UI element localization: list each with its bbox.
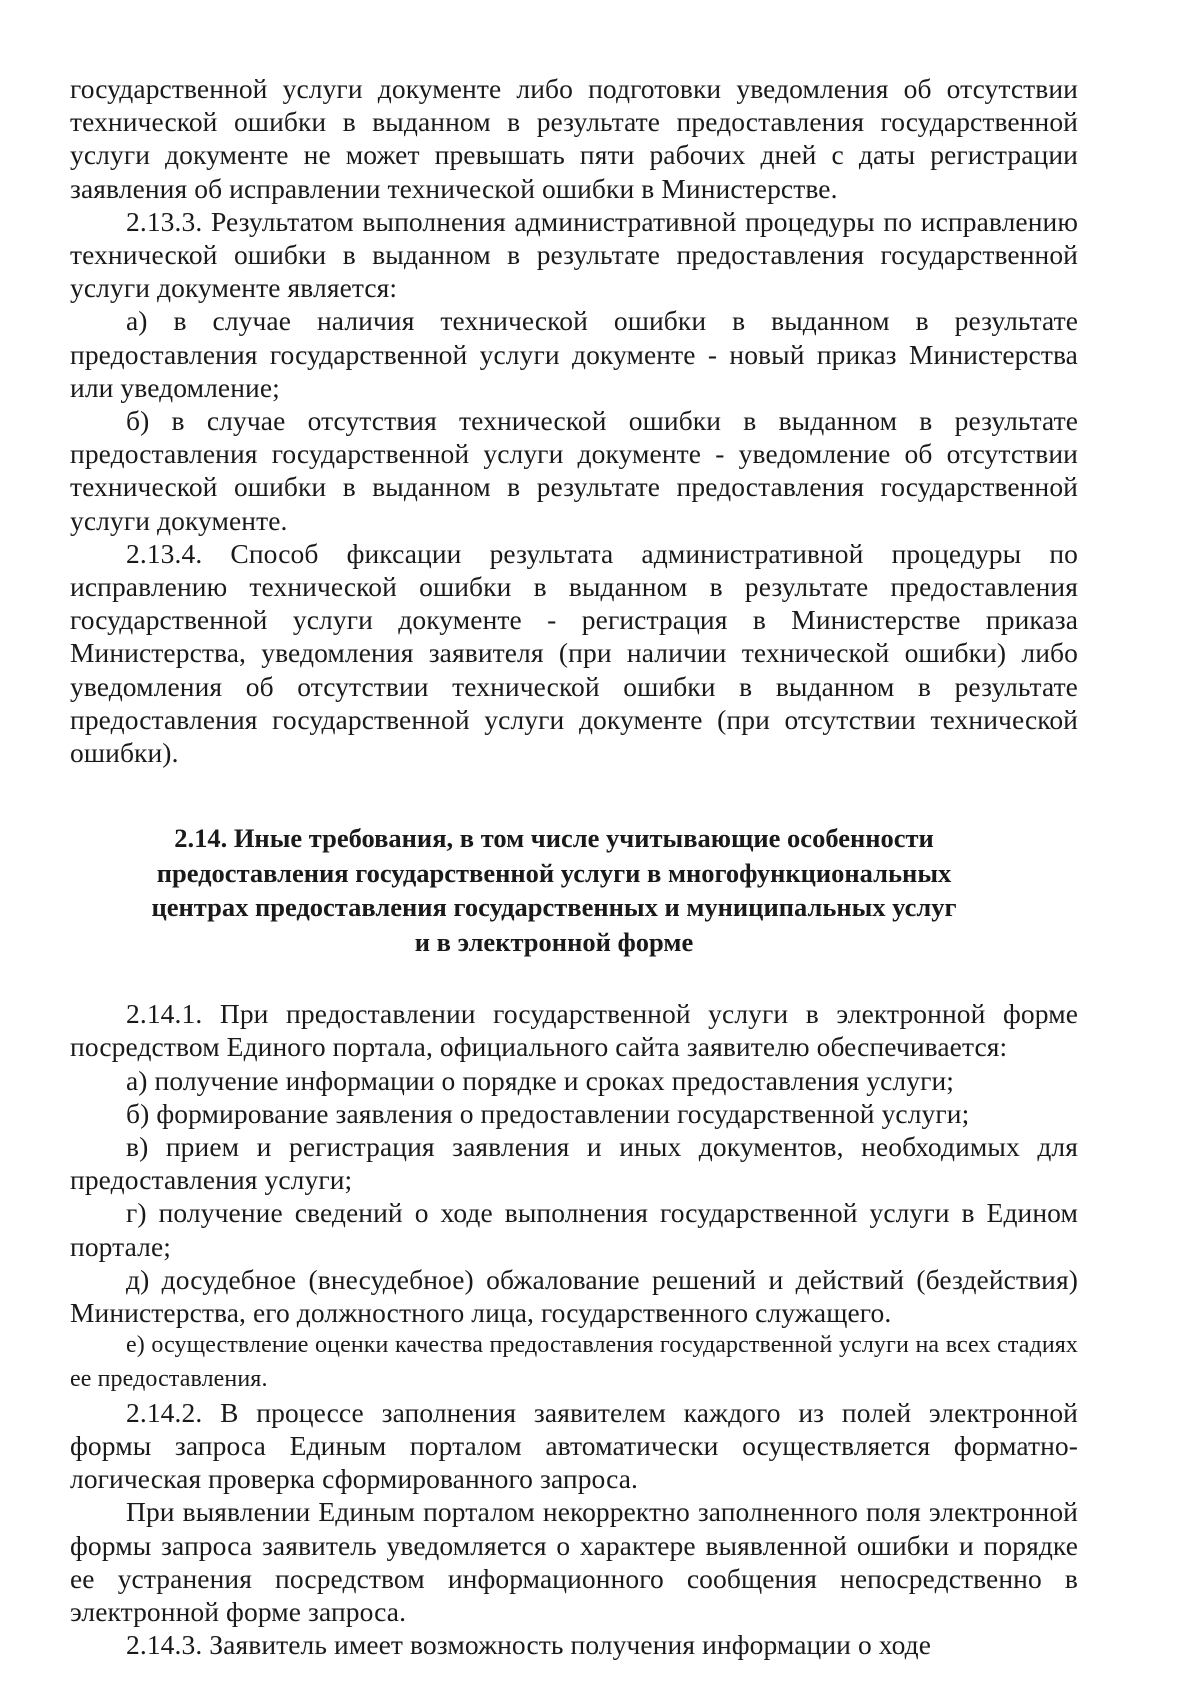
list-item-d: д) досудебное (внесудебное) обжалование решений и действий (бездействия) Министерства, его должностного лица, государственного служащего. bbox=[70, 1263, 1078, 1329]
list-item-g: г) получение сведений о ходе выполнения государственной услуги в Едином портале; bbox=[70, 1197, 1078, 1262]
section-gap bbox=[70, 769, 1078, 821]
paragraph-2-14-3: 2.14.3. Заявитель имеет возможность получения информации о ходе bbox=[126, 1629, 932, 1661]
paragraph-item-a: а) в случае наличия технической ошибки в выданном в результате предоставления государственной услуги документе - новый приказ Министерства или уведомление; bbox=[70, 305, 1078, 403]
paragraph-item-b: б) в случае отсутствия технической ошибки в выданном в результате предоставления государственной услуги документе - уведомление об отсутствии технической ошибки в выданном в результате предоставления государственной услуги документе. bbox=[70, 405, 1078, 536]
list-item-e: е) осуществление оценки качества предоставления государственной услуги на всех стадиях ее предоставления. bbox=[70, 1332, 1078, 1392]
paragraph-validation: При выявлении Единым порталом некорректно заполненного поля электронной формы запроса заявитель уведомляется о характере выявленной ошибки и порядке ее устранения посредством информационного сообщения непосредственно в электронной форме запроса. bbox=[70, 1496, 1078, 1627]
heading-line: центрах предоставления государственных и муниципальных услуг bbox=[151, 892, 957, 923]
paragraph-2-14-2: 2.14.2. В процессе заполнения заявителем каждого из полей электронной формы запроса Единым порталом автоматически осуществляется форматно-логическая проверка сформированного запроса. bbox=[70, 1396, 1078, 1495]
paragraph-continuation: государственной услуги документе либо подготовки уведомления об отсутствии технической ошибки в выданном в результате предоставления государственной услуги документе не может превышать пяти рабочих дней с даты регистрации заявления об исправлении технической ошибки в Министерстве. bbox=[70, 73, 1078, 204]
heading-line: 2.14. Иные требования, в том числе учитывающие особенности bbox=[174, 823, 934, 854]
list-item-v: в) прием и регистрация заявления и иных документов, необходимых для предоставления услуги; bbox=[70, 1131, 1078, 1196]
list-item-b: б) формирование заявления о предоставлении государственной услуги; bbox=[126, 1097, 970, 1129]
heading-line: и в электронной форме bbox=[414, 926, 694, 957]
section-gap bbox=[70, 959, 1078, 997]
paragraph-2-14-1: 2.14.1. При предоставлении государственной услуги в электронной форме посредством Единого портала, официального сайта заявителю обеспечивается: bbox=[70, 998, 1078, 1063]
heading-line: предоставления государственной услуги в многофункциональных bbox=[156, 857, 952, 888]
paragraph-2-13-4: 2.13.4. Способ фиксации результата административной процедуры по исправлению технической ошибки в выданном в результате предоставления государственной услуги документе - регистрация в Министерстве приказа Министерства, уведомления заявителя (при наличии технической ошибки) либо уведомления об отсутствии технической ошибки в выданном в результате предоставления государственной услуги документе (при отсутствии технической ошибки). bbox=[70, 537, 1078, 769]
document-page bbox=[70, 72, 1078, 1661]
list-item-a: а) получение информации о порядке и сроках предоставления услуги; bbox=[126, 1064, 955, 1096]
section-heading-2-14 bbox=[70, 821, 1078, 959]
paragraph-2-13-3: 2.13.3. Результатом выполнения административной процедуры по исправлению технической ошибки в выданном в результате предоставления государственной услуги документе является: bbox=[70, 205, 1078, 304]
